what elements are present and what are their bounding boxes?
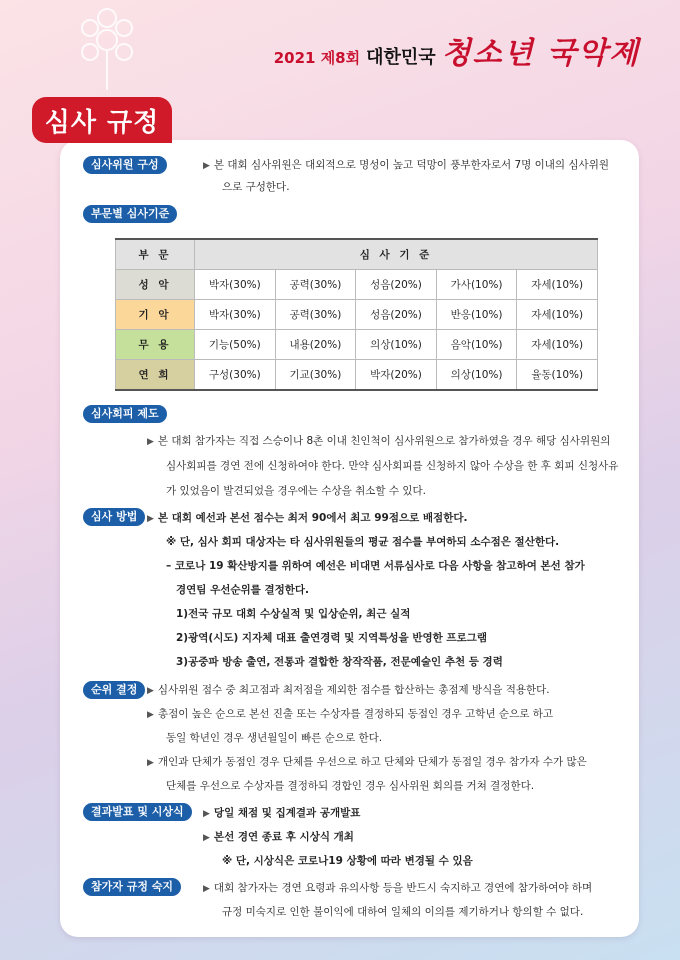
badge-recusal: 심사회피 제도 — [83, 405, 167, 423]
badge-results: 결과발표 및 시상식 — [83, 803, 192, 821]
results-line-3: ※ 단, 시상식은 코로나19 상황에 따라 변경될 수 있음 — [222, 855, 473, 867]
table-cell: 자세(10%) — [517, 270, 598, 300]
table-cell: 반응(10%) — [436, 300, 517, 330]
table-row — [116, 330, 598, 360]
method-line-3: – 코로나 19 확산방지를 위하여 예선은 비대면 서류심사로 다음 사항을 참고하여 본선 참가 — [166, 560, 585, 572]
table-cell: 음악(10%) — [436, 330, 517, 360]
method-line-2: ※ 단, 심사 회피 대상자는 타 심사위원들의 평균 점수를 부여하되 소수점은 절산한다. — [166, 536, 560, 548]
category-dance: 무 용 — [116, 330, 195, 360]
category-performance: 연 희 — [116, 360, 195, 391]
table-cell: 기교(30%) — [275, 360, 356, 391]
header-criteria: 심 사 기 준 — [195, 239, 598, 270]
ranking-line-3: 동일 학년인 경우 생년월일이 빠른 순으로 한다. — [166, 732, 383, 744]
results-line-2: ▶ 본선 경연 종료 후 시상식 개최 — [203, 831, 354, 843]
results-line-1: ▶ 당일 채점 및 집계결과 공개발표 — [203, 807, 361, 819]
criteria-header-row — [116, 239, 598, 270]
judges-line-2: 으로 구성한다. — [222, 181, 290, 193]
rules-line-2: 규정 미숙지로 인한 불이익에 대하여 일체의 이의를 제기하거나 항의할 수 없다. — [222, 906, 584, 918]
criteria-table — [115, 238, 598, 391]
table-cell: 율동(10%) — [517, 360, 598, 391]
section-title: 심사 규정 — [32, 97, 172, 143]
table-cell: 자세(10%) — [517, 330, 598, 360]
method-line-7: 3)공중파 방송 출연, 전통과 결합한 창작작품, 전문예술인 추천 등 경력 — [176, 656, 503, 668]
method-line-5: 1)전국 규모 대회 수상실적 및 입상순위, 최근 실적 — [176, 608, 411, 620]
ranking-line-2: ▶ 총점이 높은 순으로 본선 진출 또는 수상자를 결정하되 동점인 경우 고학년 순으로 하고 — [147, 708, 553, 720]
badge-rules: 참가자 규정 숙지 — [83, 878, 181, 896]
recusal-line-2: 심사회피를 경연 전에 신청하여야 한다. 만약 심사회피를 신청하지 않아 수상을 한 후 회피 신청사유 — [166, 460, 619, 472]
table-cell: 내용(20%) — [275, 330, 356, 360]
category-vocal: 성 악 — [116, 270, 195, 300]
table-cell: 박자(30%) — [195, 270, 276, 300]
header-year: 2021 제8회 — [273, 49, 361, 67]
table-cell: 성음(20%) — [356, 270, 437, 300]
method-line-1: ▶ 본 대회 예선과 본선 점수는 최저 90에서 최고 99점으로 배점한다. — [147, 512, 468, 524]
recusal-line-1: ▶ 본 대회 참가자는 직접 스승이나 8촌 이내 친인척이 심사위원으로 참가하였을 경우 해당 심사위원의 — [147, 435, 611, 447]
header-korea: 대한민국 — [366, 47, 436, 68]
category-instrumental: 기 악 — [116, 300, 195, 330]
rules-line-1: ▶ 대회 참가자는 경연 요령과 유의사항 등을 반드시 숙지하고 경연에 참가하여야 하며 — [203, 882, 593, 894]
table-row — [116, 270, 598, 300]
badge-method: 심사 방법 — [83, 508, 145, 526]
table-cell: 공력(30%) — [275, 270, 356, 300]
badge-ranking: 순위 결정 — [83, 681, 145, 699]
table-cell: 자세(10%) — [517, 300, 598, 330]
judges-line-1: ▶ 본 대회 심사위원은 대외적으로 명성이 높고 덕망이 풍부한자로서 7명 이내의 심사위원 — [203, 159, 609, 171]
badge-judges: 심사위원 구성 — [83, 156, 167, 174]
knot-ornament-icon — [60, 0, 155, 90]
table-cell: 기능(50%) — [195, 330, 276, 360]
table-cell: 박자(20%) — [356, 360, 437, 391]
method-line-6: 2)광역(시도) 지자체 대표 출연경력 및 지역특성을 반영한 프로그램 — [176, 632, 488, 644]
method-line-4: 경연팀 우선순위를 결정한다. — [176, 584, 310, 596]
header-category: 부 문 — [116, 239, 195, 270]
table-cell: 성음(20%) — [356, 300, 437, 330]
ranking-line-5: 단체를 우선으로 수상자를 결정하되 경합인 경우 심사위원 회의를 거쳐 결정한다. — [166, 780, 535, 792]
ranking-line-1: ▶ 심사위원 점수 중 최고점과 최저점을 제외한 점수를 합산하는 총점제 방식을 적용한다. — [147, 684, 550, 696]
ranking-line-4: ▶ 개인과 단체가 동점인 경우 단체를 우선으로 하고 단체와 단체가 동점일 경우 참가자 수가 많은 — [147, 756, 587, 768]
header-title — [274, 28, 640, 72]
header-festival: 청소년 국악제 — [441, 36, 640, 71]
table-cell: 공력(30%) — [275, 300, 356, 330]
table-row — [116, 300, 598, 330]
table-cell: 의상(10%) — [356, 330, 437, 360]
table-cell: 의상(10%) — [436, 360, 517, 391]
table-cell: 구성(30%) — [195, 360, 276, 391]
recusal-line-3: 가 있었음이 발견되었을 경우에는 수상을 취소할 수 있다. — [166, 485, 426, 497]
table-cell: 가사(10%) — [436, 270, 517, 300]
badge-criteria: 부문별 심사기준 — [83, 205, 177, 223]
table-cell: 박자(30%) — [195, 300, 276, 330]
table-row — [116, 360, 598, 391]
